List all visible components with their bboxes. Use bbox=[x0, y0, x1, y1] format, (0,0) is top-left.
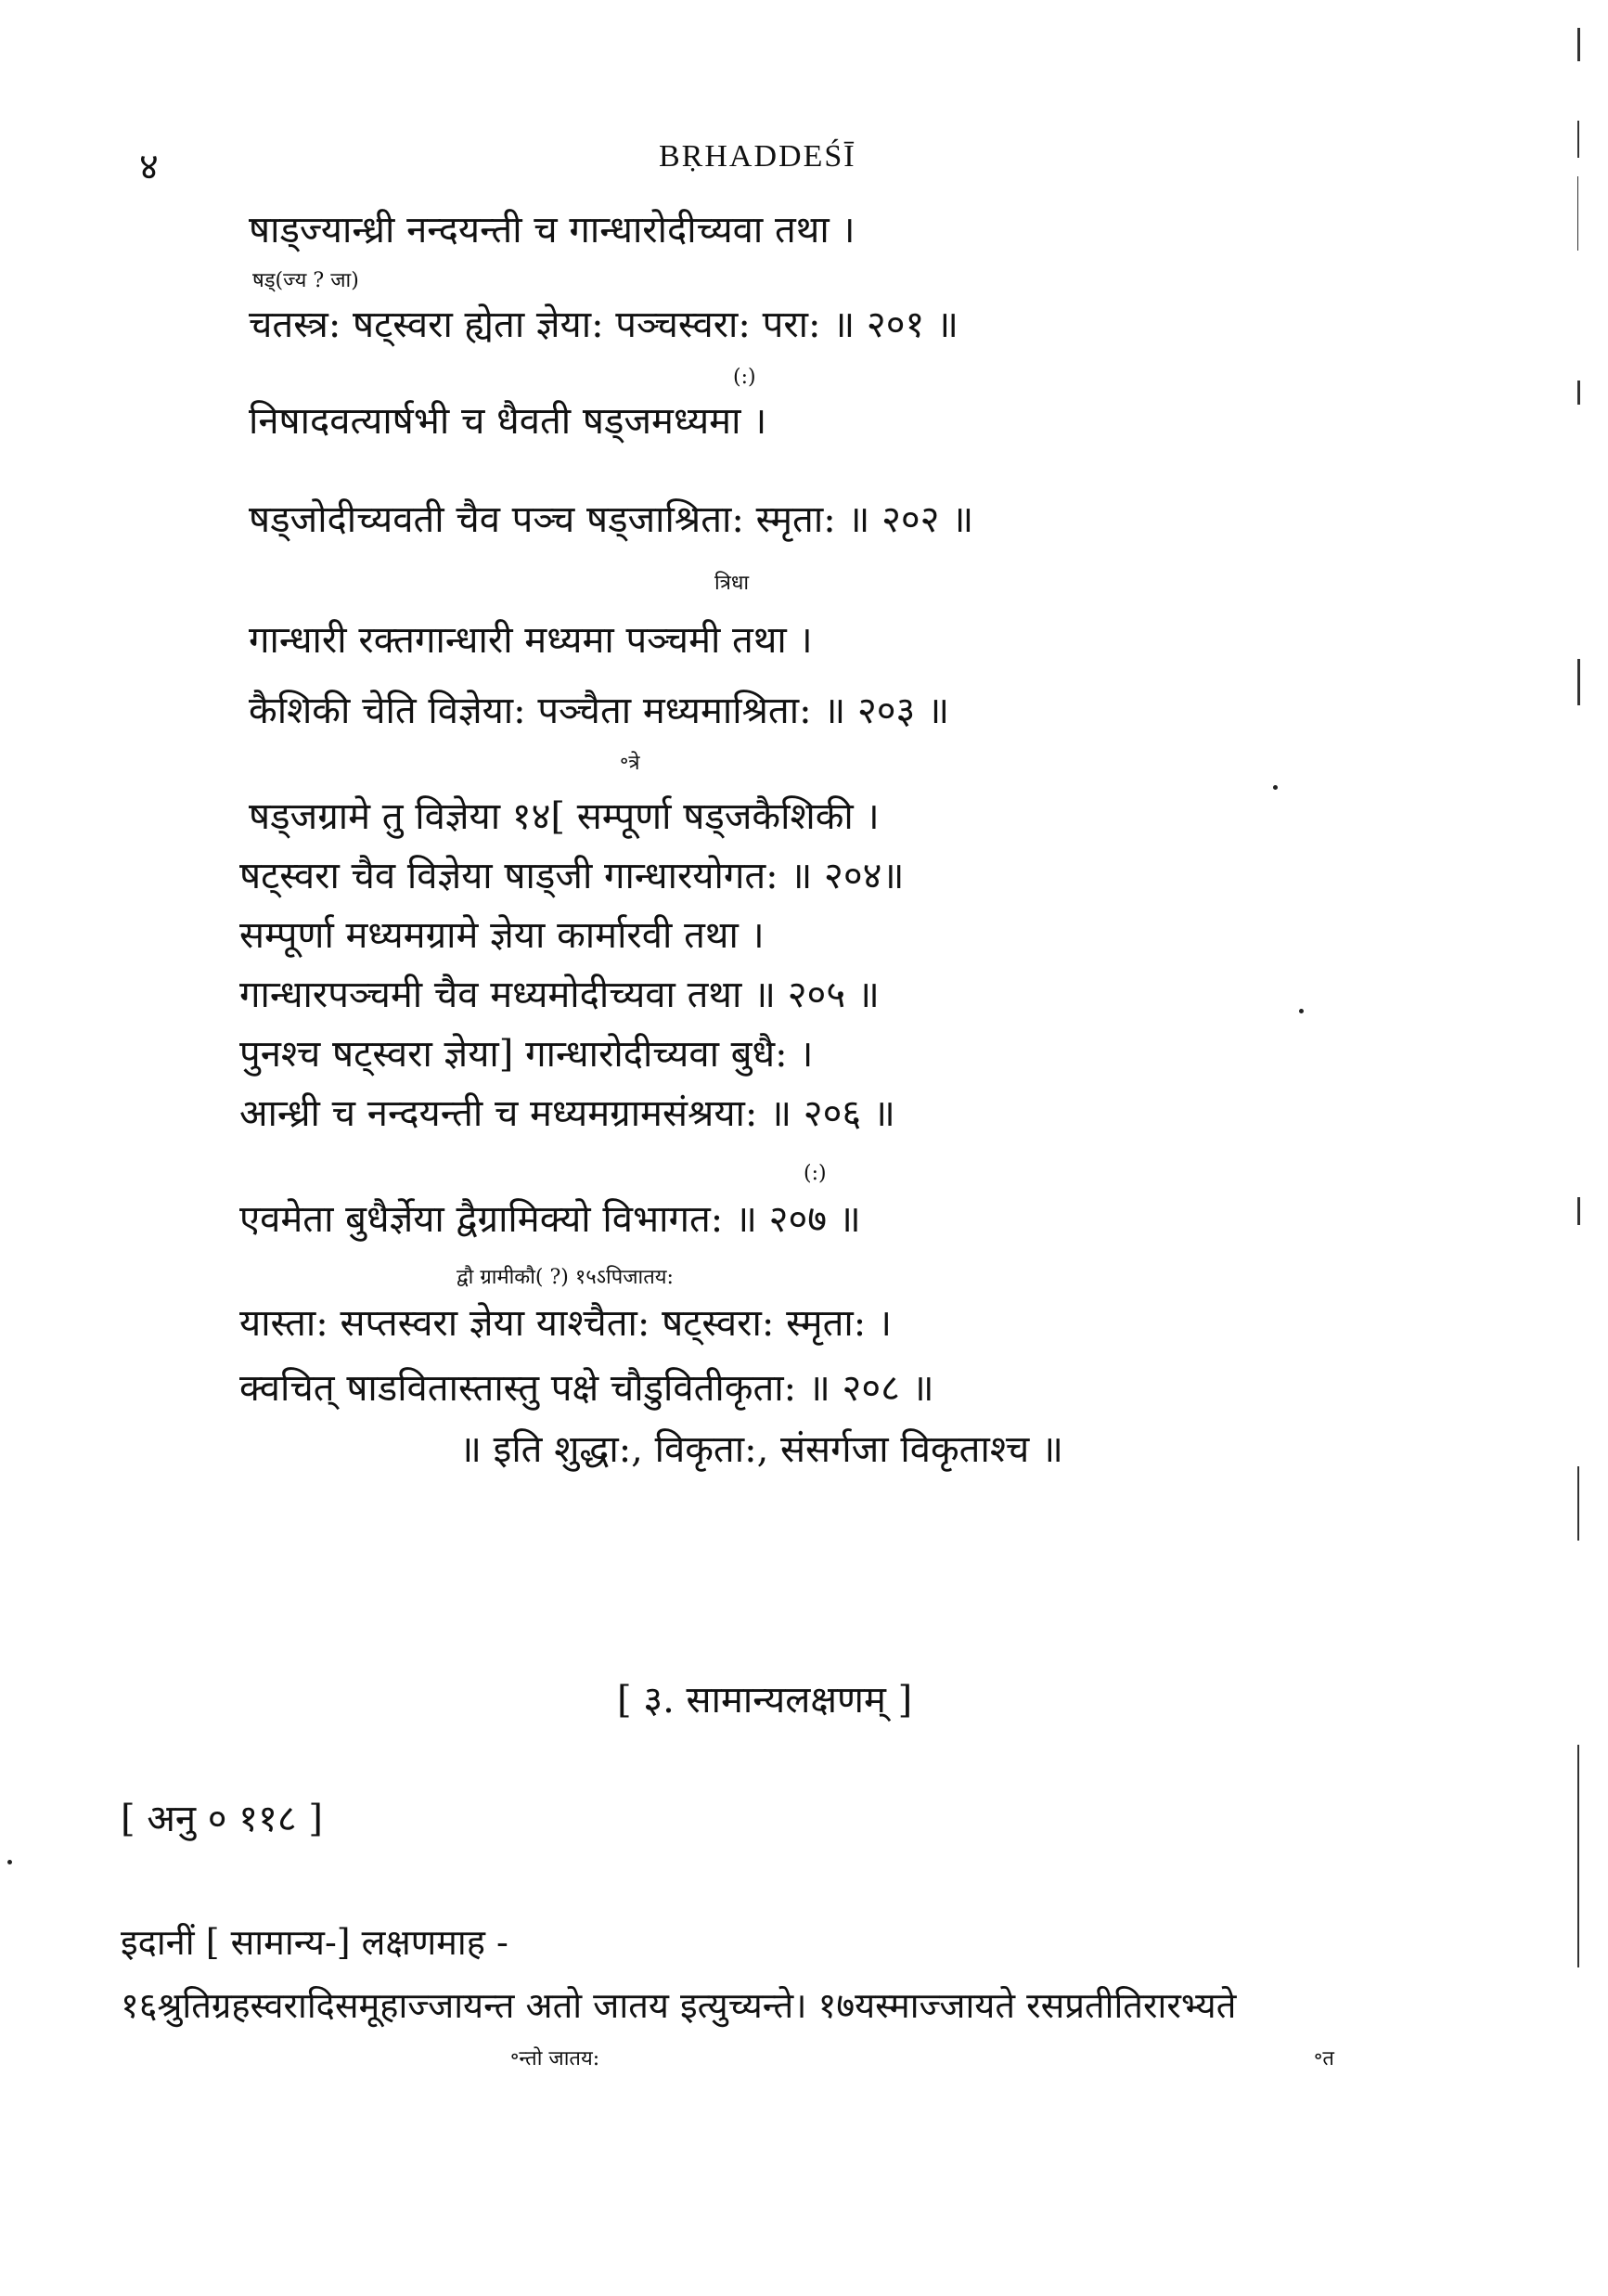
verse-line: एवमेता बुधैर्ज्ञेया द्वैग्रामिक्यो विभागत: ॥ २०७ ॥ bbox=[239, 1198, 861, 1241]
verse-line: क्वचित् षाडवितास्तास्तु पक्षे चौडुवितीकृता: ॥ २०८ ॥ bbox=[239, 1367, 934, 1410]
variant-note: द्वौ ग्रामीकौ( ?) १५ऽपिजातय: bbox=[457, 1266, 674, 1289]
intro-line: इदानीं [ सामान्य-] लक्षणमाह - bbox=[121, 1922, 508, 1963]
scan-mark bbox=[1577, 659, 1580, 705]
variant-note: (:) bbox=[733, 366, 756, 389]
anu-reference: [ अनु ० ११८ ] bbox=[121, 1798, 324, 1840]
footnote-variant: ॰न्तो जातय: bbox=[510, 2047, 600, 2070]
verse-line: षट्स्वरा चैव विज्ञेया षाड्जी गान्धारयोगत: ॥ २०४॥ bbox=[239, 855, 905, 897]
scan-speck bbox=[1299, 1009, 1304, 1013]
verse-line: सम्पूर्णा मध्यमग्रामे ज्ञेया कार्मारवी तथा । bbox=[239, 914, 765, 957]
scan-speck bbox=[1273, 785, 1278, 790]
scan-mark bbox=[1577, 28, 1580, 61]
page-number: ४ bbox=[139, 146, 159, 188]
variant-note: त्रिधा bbox=[714, 572, 750, 595]
variant-note: ॰त्रे bbox=[620, 752, 640, 775]
scan-mark bbox=[1577, 1745, 1579, 1967]
scan-mark bbox=[1577, 381, 1580, 405]
scan-mark bbox=[1577, 1466, 1579, 1541]
verse-line: निषादवत्यार्षभी च धैवती षड्जमध्यमा । bbox=[249, 400, 767, 443]
verse-line: यास्ता: सप्तस्वरा ज्ञेया याश्चैता: षट्स्वरा: स्मृता: । bbox=[239, 1302, 893, 1345]
scan-speck bbox=[7, 1860, 12, 1864]
verse-line: षड्जोदीच्यवती चैव पञ्च षड्जाश्रिता: स्मृता: ॥ २०२ ॥ bbox=[249, 498, 974, 541]
prose-line: १६श्रुतिग्रहस्वरादिसमूहाज्जायन्त अतो जातय इत्युच्यन्ते। १७यस्माज्जायते रसप्रतीतिरारभ्यते bbox=[121, 1985, 1237, 2026]
section-title: [ ३. सामान्यलक्षणम् ] bbox=[617, 1679, 913, 1722]
verse-line: आन्ध्री च नन्दयन्ती च मध्यमग्रामसंश्रया: ॥ २०६ ॥ bbox=[239, 1092, 895, 1135]
variant-note: (:) bbox=[804, 1162, 827, 1185]
scan-mark bbox=[1577, 121, 1579, 158]
variant-note: षड्(ज्य ? जा) bbox=[252, 269, 359, 292]
footnote-variant: ॰त bbox=[1314, 2047, 1334, 2070]
running-title: BṚHADDEŚĪ bbox=[659, 139, 856, 174]
colophon-line: ॥ इति शुद्धा:, विकृता:, संसर्गजा विकृताश्च ॥ bbox=[459, 1428, 1063, 1471]
verse-line: गान्धारपञ्चमी चैव मध्यमोदीच्यवा तथा ॥ २०५ ॥ bbox=[239, 974, 880, 1016]
scan-mark bbox=[1577, 176, 1578, 251]
verse-line: षाड्ज्यान्ध्री नन्दयन्ती च गान्धारोदीच्यवा तथा । bbox=[249, 209, 855, 252]
verse-line: षड्जग्रामे तु विज्ञेया १४[ सम्पूर्णा षड्जकैशिकी । bbox=[249, 795, 880, 838]
verse-line: कैशिकी चेति विज्ञेया: पञ्चैता मध्यमाश्रिता: ॥ २०३ ॥ bbox=[249, 690, 950, 732]
scan-mark bbox=[1577, 1197, 1580, 1225]
verse-line: चतस्त्र: षट्स्वरा ह्येता ज्ञेया: पञ्चस्वरा: परा: ॥ २०१ ॥ bbox=[249, 303, 958, 346]
verse-line: पुनश्च षट्स्वरा ज्ञेया] गान्धारोदीच्यवा बुधै: । bbox=[239, 1033, 814, 1076]
verse-line: गान्धारी रक्तगान्धारी मध्यमा पञ्चमी तथा । bbox=[249, 619, 813, 662]
